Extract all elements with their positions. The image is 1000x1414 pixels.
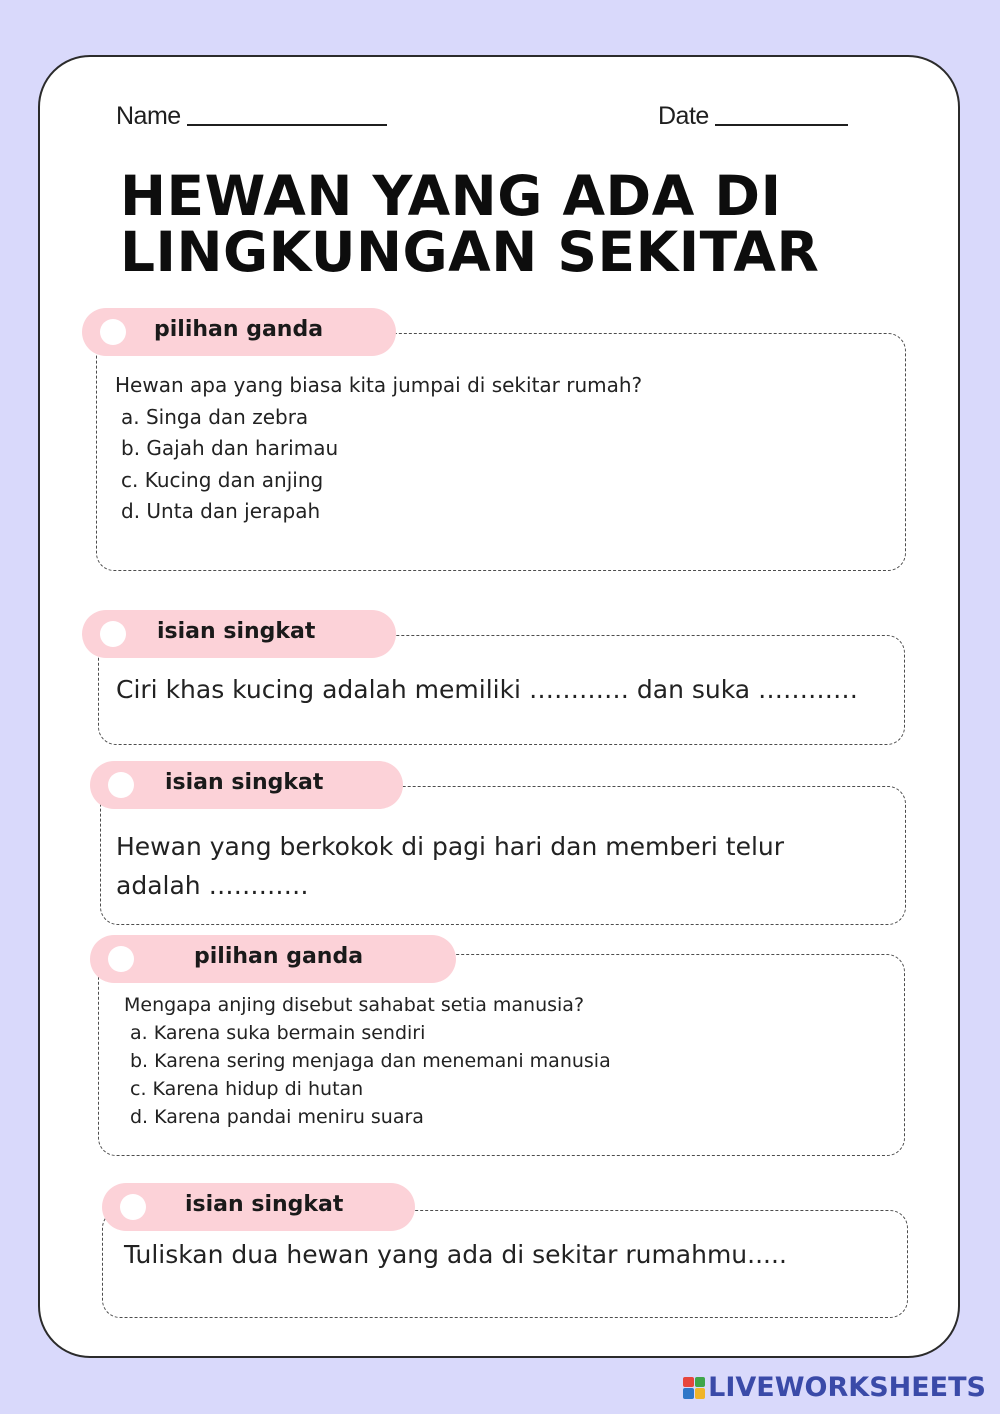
question-1-option-b[interactable]: b. Gajah dan harimau (121, 436, 339, 460)
question-2-text: Ciri khas kucing adalah memiliki ………… dan suka ………… (116, 675, 859, 704)
question-4-option-c[interactable]: c. Karena hidup di hutan (130, 1078, 364, 1100)
question-2-type-pill (82, 610, 396, 658)
title-line-1: HEWAN YANG ADA DI (120, 164, 782, 228)
question-1-box (96, 333, 906, 571)
question-1-option-a[interactable]: a. Singa dan zebra (121, 404, 309, 429)
question-3-type-label: isian singkat (165, 770, 324, 795)
question-4-text: Mengapa anjing disebut sahabat setia manusia? (124, 994, 585, 1016)
bullet-dot-icon (120, 1194, 146, 1220)
date-line[interactable] (715, 100, 848, 126)
bullet-dot-icon (108, 946, 134, 972)
question-3-text-line-2: adalah ………… (116, 871, 309, 900)
question-1-type-pill (82, 308, 396, 356)
question-1-text: Hewan apa yang biasa kita jumpai di sekitar rumah? (115, 373, 643, 397)
question-4-type-pill (90, 935, 456, 983)
question-5-type-pill (102, 1183, 415, 1231)
question-1-option-d[interactable]: d. Unta dan jerapah (121, 499, 321, 523)
date-field[interactable] (658, 100, 848, 131)
bullet-dot-icon (100, 319, 126, 345)
question-4-type-label: pilihan ganda (194, 944, 364, 969)
question-4-option-a[interactable]: a. Karena suka bermain sendiri (130, 1022, 426, 1044)
question-2-type-label: isian singkat (157, 619, 316, 644)
bullet-dot-icon (100, 621, 126, 647)
question-3-type-pill (90, 761, 403, 809)
name-line[interactable] (187, 100, 387, 126)
bullet-dot-icon (108, 772, 134, 798)
question-3-text-line-1: Hewan yang berkokok di pagi hari dan memberi telur (116, 832, 785, 861)
name-field[interactable] (116, 100, 387, 131)
question-4-box (98, 954, 905, 1156)
question-1-type-label: pilihan ganda (154, 317, 324, 342)
worksheet-title (120, 164, 820, 284)
name-label: Name (116, 102, 181, 130)
question-5-type-label: isian singkat (185, 1192, 344, 1217)
date-label: Date (658, 102, 709, 130)
title-line-2: LINGKUNGAN SEKITAR (120, 220, 820, 284)
liveworksheets-logo-icon (683, 1377, 705, 1399)
question-4-option-b[interactable]: b. Karena sering menjaga dan menemani manusia (130, 1050, 611, 1072)
question-4-option-d[interactable]: d. Karena pandai meniru suara (130, 1106, 424, 1128)
brand-name: LIVEWORKSHEETS (708, 1372, 986, 1403)
question-5-text: Tuliskan dua hewan yang ada di sekitar rumahmu..... (124, 1240, 787, 1269)
question-1-option-c[interactable]: c. Kucing dan anjing (121, 467, 324, 492)
liveworksheets-brand[interactable] (683, 1372, 986, 1403)
